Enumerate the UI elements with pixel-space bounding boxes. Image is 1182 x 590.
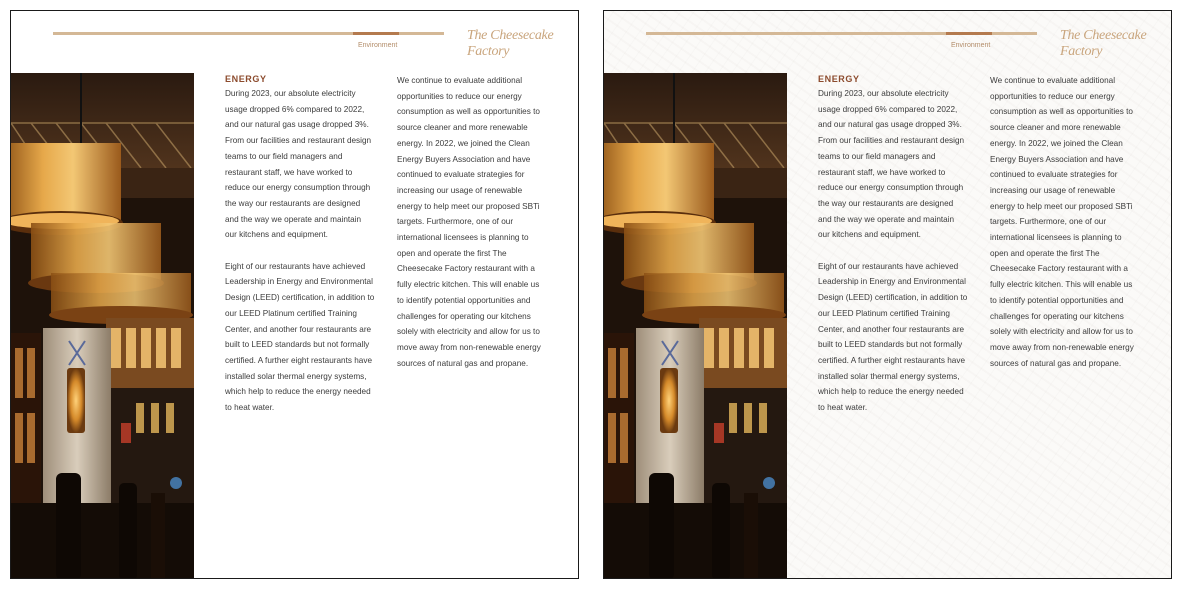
section-label: Environment <box>358 42 398 49</box>
brand-logo <box>467 28 578 60</box>
header-rule <box>646 32 946 35</box>
brand-logo-text: The Cheesecake Factory <box>1060 28 1147 59</box>
header-rule-end <box>992 32 1037 35</box>
text-column-2 <box>990 73 1140 371</box>
header-rule-accent <box>946 32 992 35</box>
header-rule-end <box>399 32 444 35</box>
text-column-1 <box>818 73 968 416</box>
page-panel-textured <box>603 10 1172 579</box>
header-rule-accent <box>353 32 399 35</box>
paragraph: During 2023, our absolute electricity usage dropped 6% compared to 2022, and our natural gas usage dropped 3%. From our facilities and restaurant design teams to our field managers and restaurant staff, we have worked to reduce our energy consumption through the way our restaurants are designed and the way we operate and maintain our kitchens and equipment. <box>225 89 372 240</box>
restaurant-interior-photo <box>11 73 194 579</box>
header-rule <box>53 32 353 35</box>
paragraph: Eight of our restaurants have achieved Leadership in Energy and Environmental Design (LEED) certification, in addition to our LEED Platinum certified Training Center, and another four restaurants are built to LEED standards but not formally certified. A further eight restaurants have installed solar thermal energy systems, which help to reduce the energy needed to heat water. <box>225 261 375 413</box>
section-heading: ENERGY <box>225 74 267 84</box>
text-column-1 <box>225 73 375 416</box>
brand-logo <box>1060 28 1171 60</box>
paragraph: We continue to evaluate additional opportunities to reduce our energy consumption as well as opportunities to source cleaner and more renewable energy. In 2022, we joined the Clean Energy Buyers Association and have continued to evaluate strategies for increasing our usage of renewable energy to help meet our proposed SBTi targets. Furthermore, one of our international licensees is planning to open and operate the first The Cheesecake Factory restaurant with a fully electric kitchen. This will enable us to identify potential opportunities and challenges for operating our kitchens solely with electricity and allow for us to move away from non-renewable energy sources of natural gas and propane. <box>990 76 1134 368</box>
page-panel-original <box>10 10 579 579</box>
paragraph: We continue to evaluate additional opportunities to reduce our energy consumption as well as opportunities to source cleaner and more renewable energy. In 2022, we joined the Clean Energy Buyers Association and have continued to evaluate strategies for increasing our usage of renewable energy to help meet our proposed SBTi targets. Furthermore, one of our international licensees is planning to open and operate the first The Cheesecake Factory restaurant with a fully electric kitchen. This will enable us to identify potential opportunities and challenges for operating our kitchens solely with electricity and allow for us to move away from non-renewable energy sources of natural gas and propane. <box>397 76 541 368</box>
paragraph: During 2023, our absolute electricity usage dropped 6% compared to 2022, and our natural gas usage dropped 3%. From our facilities and restaurant design teams to our field managers and restaurant staff, we have worked to reduce our energy consumption through the way our restaurants are designed and the way we operate and maintain our kitchens and equipment. <box>818 89 965 240</box>
paragraph: Eight of our restaurants have achieved Leadership in Energy and Environmental Design (LEED) certification, in addition to our LEED Platinum certified Training Center, and another four restaurants are built to LEED standards but not formally certified. A further eight restaurants have installed solar thermal energy systems, which help to reduce the energy needed to heat water. <box>818 261 968 413</box>
section-heading: ENERGY <box>818 74 860 84</box>
brand-logo-text: The Cheesecake Factory <box>467 28 554 59</box>
restaurant-interior-photo <box>604 73 787 579</box>
section-label: Environment <box>951 42 991 49</box>
text-column-2 <box>397 73 547 371</box>
